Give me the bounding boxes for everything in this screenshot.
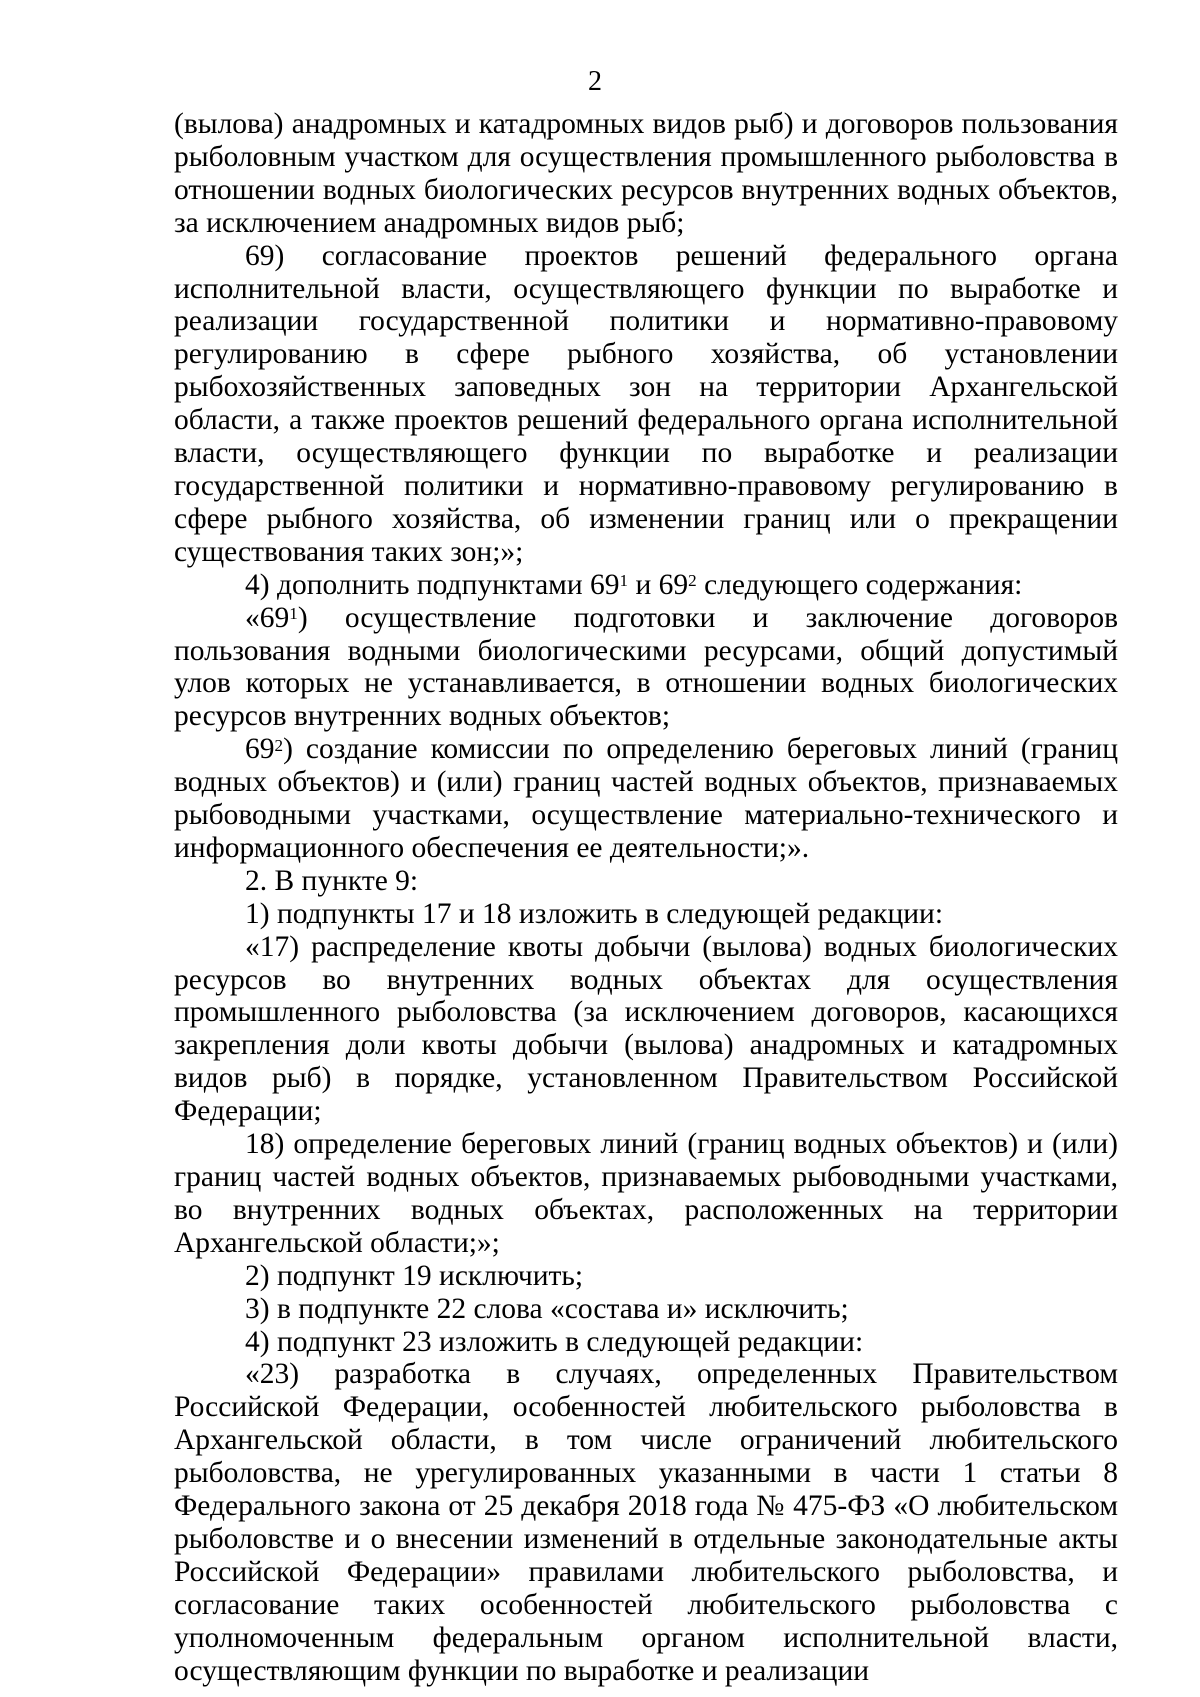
paragraph xyxy=(174,602,1118,734)
text-run: (вылова) анадромных и катадромных видов рыб) и договоров пользования рыболовным участком для осуществления промышленного рыболовства в отношении водных биологических ресурсов внутренних водных объектов, за исключением анадромных видов рыб; xyxy=(174,108,1118,239)
text-run: 2. В пункте 9: xyxy=(245,864,419,897)
text-run: 69) согласование проектов решений федерального органа исполнительной власти, осуществляющего функции по выработке и реализации государственной политики и нормативно-правовому регулированию в сфере рыбного хозяйства, об установлении рыбохозяйственных заповедных зон на территории Архангельской области, а также проектов решений федерального органа исполнительной власти, осуществляющего функции по выработке и реализации государственной политики и нормативно-правовому регулированию в сфере рыбного хозяйства, об изменении границ или о прекращении существования таких зон;»; xyxy=(174,239,1118,568)
paragraph xyxy=(174,569,1118,602)
text-run: 4) дополнить подпунктами 69 xyxy=(245,568,620,601)
paragraph xyxy=(174,240,1118,569)
text-run: и 69 xyxy=(628,568,689,601)
text-run: следующего содержания: xyxy=(696,568,1023,601)
text-run: 1) подпункты 17 и 18 изложить в следующей редакции: xyxy=(245,897,944,930)
page-number: 2 xyxy=(588,66,602,97)
text-run: ) создание комиссии по определению береговых линий (границ водных объектов) и (или) границ частей водных объектов, признаваемых рыбоводными участками, осуществление материально-технического и информационного обеспечения ее деятельности;». xyxy=(174,733,1118,864)
text-run: 69 xyxy=(245,733,275,766)
superscript: 1 xyxy=(619,571,629,590)
paragraph xyxy=(174,931,1118,1128)
text-run: «23) разработка в случаях, определенных Правительством Российской Федерации, особенностей любительского рыболовства в Архангельской области, в том числе ограничений любительского рыболовства, не урегулированных указанными в части 1 статьи 8 Федерального закона от 25 декабря 2018 года № 475-ФЗ «О любительском рыболовстве и о внесении изменений в отдельные законодательные акты Российской Федерации» правилами любительского рыболовства, и согласование таких особенностей любительского рыболовства с уполномоченным федеральным органом исполнительной власти, осуществляющим функции по выработке и реализации xyxy=(174,1358,1118,1687)
paragraph xyxy=(174,108,1118,240)
text-run: «17) распределение квоты добычи (вылова) водных биологических ресурсов во внутренних водных объектах для осуществления промышленного рыболовства (за исключением договоров, касающихся закрепления доли квоты добычи (вылова) анадромных и катадромных видов рыб) в порядке, установленном Правительством Российской Федерации; xyxy=(174,930,1118,1128)
paragraph xyxy=(174,1358,1118,1687)
document-body xyxy=(174,108,1118,1688)
paragraph xyxy=(174,865,1118,898)
paragraph xyxy=(174,1326,1118,1359)
text-run: 3) в подпункте 22 слова «состава и» исключить; xyxy=(245,1292,849,1325)
paragraph xyxy=(174,733,1118,865)
text-run: «69 xyxy=(245,601,290,634)
superscript: 2 xyxy=(274,735,284,755)
text-run: 4) подпункт 23 изложить в следующей редакции: xyxy=(245,1325,864,1358)
superscript: 2 xyxy=(688,571,697,590)
paragraph xyxy=(174,898,1118,931)
text-run: 2) подпункт 19 исключить; xyxy=(245,1259,584,1292)
text-run: ) осуществление подготовки и заключение договоров пользования водными биологическими ресурсами, общий допустимый улов которых не устанавливается, в отношении водных биологических ресурсов внутренних водных объектов; xyxy=(174,601,1118,733)
paragraph xyxy=(174,1260,1118,1293)
text-run: 18) определение береговых линий (границ водных объектов) и (или) границ частей водных объектов, признаваемых рыбоводными участками, во внутренних водных объектах, расположенных на территории Архангельской области;»; xyxy=(174,1128,1118,1259)
superscript: 1 xyxy=(289,603,298,623)
paragraph xyxy=(174,1128,1118,1260)
paragraph xyxy=(174,1293,1118,1326)
